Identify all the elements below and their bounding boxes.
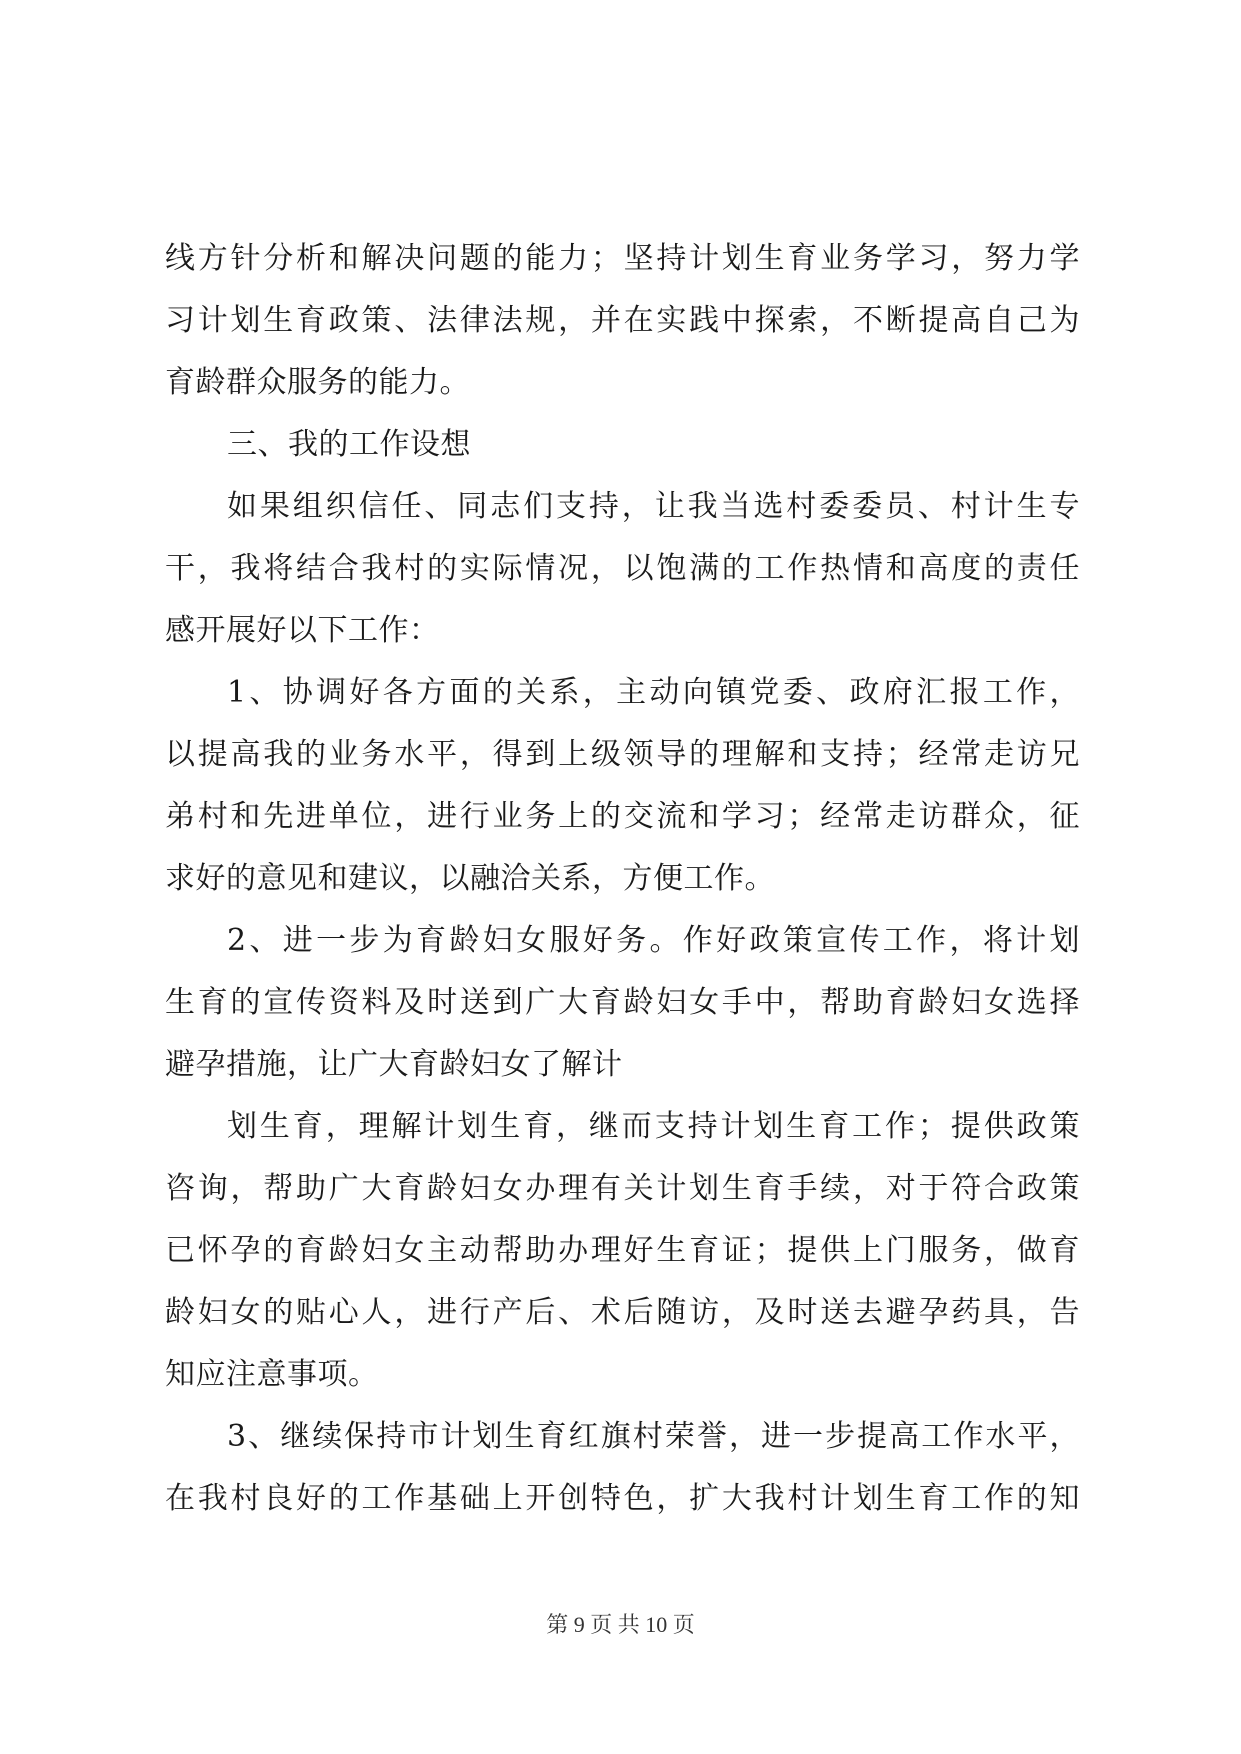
text-line: 划生育，理解计划生育，继而支持计划生育工作；提供政策	[227, 1109, 1080, 1144]
list-item-1-line: 1、协调好各方面的关系，主动向镇党委、政府汇报工作，	[227, 675, 1080, 710]
text-line: 生育的宣传资料及时送到广大育龄妇女手中，帮助育龄妇女选择	[165, 985, 1080, 1020]
text-line: 避孕措施，让广大育龄妇女了解计	[165, 1047, 623, 1082]
text-line: 育龄群众服务的能力。	[165, 365, 470, 400]
text-line: 习计划生育政策、法律法规，并在实践中探索，不断提高自己为	[165, 303, 1080, 338]
text-line: 已怀孕的育龄妇女主动帮助办理好生育证；提供上门服务，做育	[165, 1233, 1080, 1268]
text-line: 干，我将结合我村的实际情况，以饱满的工作热情和高度的责任	[165, 551, 1080, 586]
text-line: 感开展好以下工作：	[165, 613, 440, 648]
document-body	[165, 228, 1080, 1530]
text-line: 龄妇女的贴心人，进行产后、术后随访，及时送去避孕药具，告	[165, 1295, 1080, 1330]
section-heading: 三、我的工作设想	[227, 427, 471, 462]
text-line: 在我村良好的工作基础上开创特色，扩大我村计划生育工作的知	[165, 1481, 1080, 1516]
text-line: 咨询，帮助广大育龄妇女办理有关计划生育手续，对于符合政策	[165, 1171, 1080, 1206]
text-line: 求好的意见和建议，以融洽关系，方便工作。	[165, 861, 775, 896]
text-line: 线方针分析和解决问题的能力；坚持计划生育业务学习，努力学	[165, 241, 1080, 276]
page-number-footer: 第 9 页 共 10 页	[546, 1612, 695, 1637]
text-line: 如果组织信任、同志们支持，让我当选村委委员、村计生专	[227, 489, 1080, 524]
text-line: 以提高我的业务水平，得到上级领导的理解和支持；经常走访兄	[165, 737, 1080, 772]
text-line: 弟村和先进单位，进行业务上的交流和学习；经常走访群众，征	[165, 799, 1080, 834]
list-item-2-line: 2、进一步为育龄妇女服好务。作好政策宣传工作，将计划	[227, 923, 1080, 958]
text-line: 知应注意事项。	[165, 1357, 379, 1392]
list-item-3-line: 3、继续保持市计划生育红旗村荣誉，进一步提高工作水平，	[227, 1419, 1080, 1454]
